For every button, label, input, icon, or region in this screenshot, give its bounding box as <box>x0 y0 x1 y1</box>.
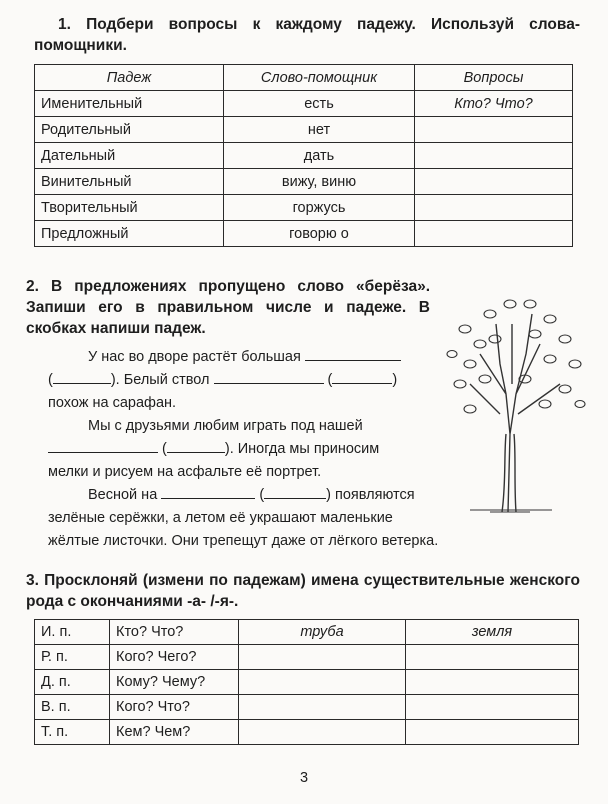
questions-cell[interactable] <box>415 117 573 143</box>
table-row <box>35 645 579 670</box>
header-questions: Вопросы <box>415 65 573 91</box>
answer-blank[interactable] <box>214 369 324 384</box>
paragraph-3-end <box>48 530 508 553</box>
declension-table <box>34 619 579 745</box>
table-row <box>35 195 573 221</box>
questions-cell[interactable] <box>415 221 573 247</box>
questions-cell[interactable] <box>415 169 573 195</box>
case-abbr: Д. п. <box>35 670 110 695</box>
text-fragment: Весной на <box>88 487 158 503</box>
table-row <box>35 720 579 745</box>
case-question: Кем? Чем? <box>110 720 239 745</box>
case-blank[interactable] <box>53 369 111 384</box>
header-case: Падеж <box>35 65 224 91</box>
helper-word: дать <box>224 143 415 169</box>
case-name: Именительный <box>35 91 224 117</box>
case-abbr: Р. п. <box>35 645 110 670</box>
table-row <box>35 169 573 195</box>
answer-cell[interactable] <box>239 695 406 720</box>
answer-cell[interactable] <box>406 720 579 745</box>
case-name: Винительный <box>35 169 224 195</box>
questions-cell[interactable]: Кто? Что? <box>415 91 573 117</box>
questions-cell[interactable] <box>415 195 573 221</box>
task2-title: 2. В предложениях пропущено слово «берёза». Запиши его в правильном числе и падеже. В скобках напиши падеж. <box>26 278 430 337</box>
text-fragment: жёлтые листочки. Они трепещут даже от лёгкого ветерка. <box>48 533 439 549</box>
answer-blank[interactable] <box>305 346 401 361</box>
helper-word: есть <box>224 91 415 117</box>
questions-cell[interactable] <box>415 143 573 169</box>
task2-text <box>48 346 439 553</box>
case-blank[interactable] <box>264 484 326 499</box>
header-zemlya: земля <box>406 620 579 645</box>
table-row <box>35 221 573 247</box>
answer-blank[interactable] <box>48 438 158 453</box>
answer-cell[interactable] <box>239 670 406 695</box>
helper-word: говорю о <box>224 221 415 247</box>
case-blank[interactable] <box>332 369 392 384</box>
helper-word: вижу, виню <box>224 169 415 195</box>
answer-cell[interactable] <box>406 695 579 720</box>
case-name: Творительный <box>35 195 224 221</box>
paragraph-3: Весной на ( ) появляются <box>48 484 428 507</box>
case-name: Дательный <box>35 143 224 169</box>
case-question: Кто? Что? <box>110 620 239 645</box>
paragraph-2: Мы с друзьями любим играть под нашей ( ). Иногда мы приносим мелки и рисуем на асфальте её портрет. <box>48 418 380 480</box>
birch-tree-illustration <box>440 284 590 514</box>
text-fragment: У нас во дворе растёт большая <box>88 349 301 365</box>
answer-cell[interactable] <box>239 645 406 670</box>
case-question: Кому? Чему? <box>110 670 239 695</box>
task1-title: 1. Подбери вопросы к каждому падежу. Используй слова-помощники. <box>34 16 580 54</box>
text-fragment: ). Белый ствол <box>110 372 210 388</box>
case-abbr: Т. п. <box>35 720 110 745</box>
text-fragment: похож на сарафан. <box>48 395 177 411</box>
table-row <box>35 117 573 143</box>
case-blank[interactable] <box>167 438 225 453</box>
table-row <box>35 91 573 117</box>
case-abbr: В. п. <box>35 695 110 720</box>
answer-cell[interactable] <box>406 645 579 670</box>
paragraph-1: У нас во дворе растёт большая ( ). Белый ствол ( ) похож на сарафан. <box>48 346 428 415</box>
helper-word: нет <box>224 117 415 143</box>
case-name: Предложный <box>35 221 224 247</box>
table-header-row <box>35 620 579 645</box>
helper-word: горжусь <box>224 195 415 221</box>
table-row <box>35 670 579 695</box>
page-number: 3 <box>300 770 309 786</box>
case-abbr: И. п. <box>35 620 110 645</box>
table-row <box>35 695 579 720</box>
table-row <box>35 143 573 169</box>
text-fragment: ). Иногда мы приносим <box>224 441 380 457</box>
case-question: Кого? Что? <box>110 695 239 720</box>
task3-title: 3. Просклоняй (измени по падежам) имена существительные женского рода с окончаниями -а- /-я-. <box>26 572 580 610</box>
answer-cell[interactable] <box>406 670 579 695</box>
case-name: Родительный <box>35 117 224 143</box>
text-fragment: ) появляются <box>326 487 415 503</box>
answer-cell[interactable] <box>239 720 406 745</box>
text-fragment: зелёные серёжки, а летом её украшают маленькие <box>48 510 393 526</box>
case-questions-table <box>34 64 573 247</box>
answer-blank[interactable] <box>161 484 255 499</box>
text-fragment: мелки и рисуем на асфальте её портрет. <box>48 464 322 480</box>
header-helper-word: Слово-помощник <box>224 65 415 91</box>
header-truba: труба <box>239 620 406 645</box>
paragraph-3-cont <box>48 507 428 530</box>
text-fragment: Мы с друзьями любим играть под нашей <box>88 418 363 434</box>
case-question: Кого? Чего? <box>110 645 239 670</box>
table-header-row <box>35 65 573 91</box>
